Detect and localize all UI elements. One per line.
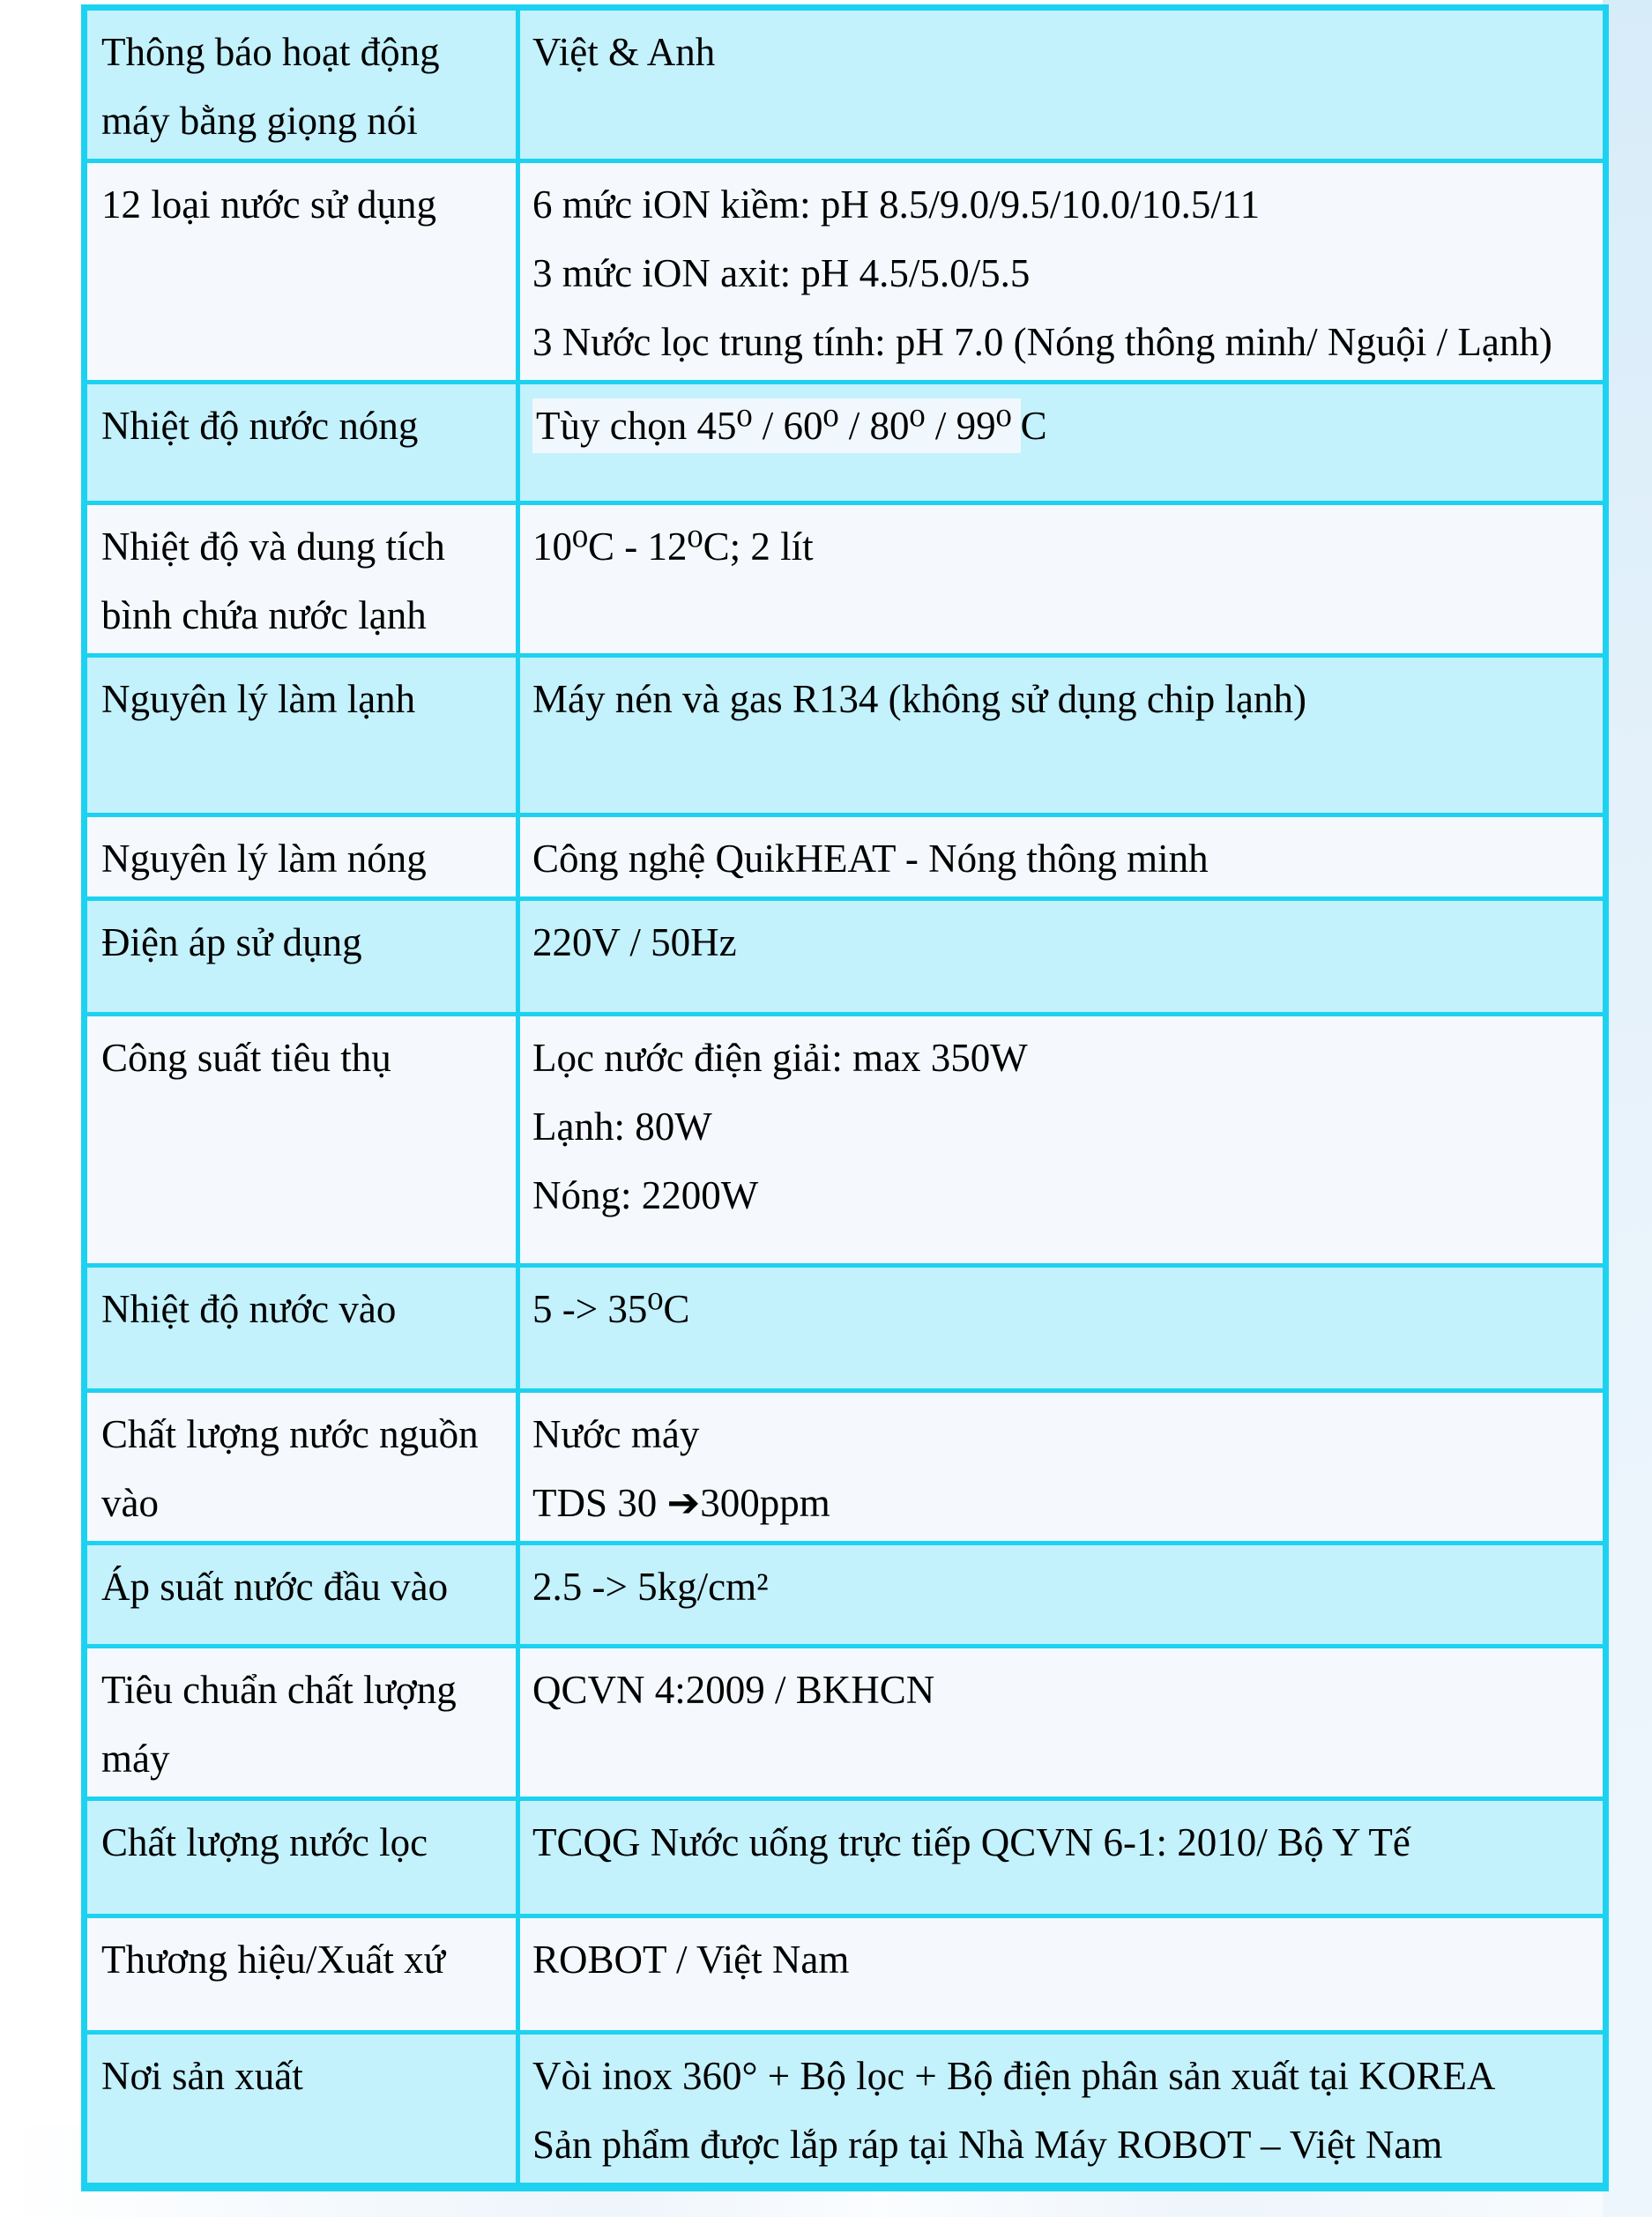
spec-label-cell (85, 1799, 518, 1916)
spec-value-line: 3 Nước lọc trung tính: pH 7.0 (Nóng thông minh/ Nguội / Lạnh) (532, 320, 1552, 364)
spec-label-line: Thương hiệu/Xuất xứ (101, 1938, 446, 1982)
spec-label-cell (85, 815, 518, 899)
spec-label-line: Tiêu chuẩn chất lượng (101, 1668, 457, 1712)
spec-label-cell (85, 1647, 518, 1799)
spec-label-cell (85, 1916, 518, 2033)
spec-label-line: Nơi sản xuất (101, 2054, 303, 2098)
spec-label-cell (85, 1391, 518, 1544)
spec-label-line: máy (101, 1737, 170, 1781)
spec-label-line: 12 loại nước sử dụng (101, 182, 437, 227)
spec-label-cell (85, 899, 518, 1015)
table-row (85, 8, 1606, 161)
spec-label-line: Áp suất nước đầu vào (101, 1565, 449, 1609)
spec-label-line: Điện áp sử dụng (101, 920, 362, 964)
spec-value-line: Lạnh: 80W (532, 1105, 712, 1149)
spec-label-line: bình chứa nước lạnh (101, 593, 427, 637)
spec-value-cell (518, 1916, 1606, 2033)
spec-label-line: Nguyên lý làm nóng (101, 837, 427, 881)
spec-value-cell (518, 1015, 1606, 1266)
spec-value-cell (518, 383, 1606, 503)
table-row (85, 1916, 1606, 2033)
table-row (85, 1015, 1606, 1266)
spec-label-line: máy bằng giọng nói (101, 99, 418, 143)
spec-value-line: TCQG Nước uống trực tiếp QCVN 6-1: 2010/ Bộ Y Tế (532, 1820, 1410, 1864)
spec-label-line: Nhiệt độ nước vào (101, 1287, 397, 1331)
spec-value-cell (518, 1544, 1606, 1647)
table-row (85, 1544, 1606, 1647)
spec-value-cell (518, 656, 1606, 815)
spec-label-line: Thông báo hoạt động (101, 30, 440, 74)
spec-value-cell (518, 1647, 1606, 1799)
spec-value-line: 3 mức iON axit: pH 4.5/5.0/5.5 (532, 251, 1031, 295)
spec-value-cell (518, 2033, 1606, 2188)
spec-label-cell (85, 161, 518, 383)
spec-label-line: Nguyên lý làm lạnh (101, 677, 416, 721)
spec-value-line: Vòi inox 360° + Bộ lọc + Bộ điện phân sản xuất tại KOREA (532, 2054, 1496, 2098)
table-row (85, 503, 1606, 656)
spec-value-line: 220V / 50Hz (532, 920, 737, 964)
spec-value-cell (518, 815, 1606, 899)
table-row (85, 1799, 1606, 1916)
spec-label-cell (85, 1015, 518, 1266)
table-row (85, 1391, 1606, 1544)
spec-label-line: Nhiệt độ nước nóng (101, 404, 419, 448)
table-row (85, 2033, 1606, 2188)
table-row (85, 899, 1606, 1015)
table-row (85, 161, 1606, 383)
spec-value-line: Công nghệ QuikHEAT - Nóng thông minh (532, 837, 1209, 881)
spec-value-line (532, 391, 1594, 460)
spec-label-line: Chất lượng nước nguồn (101, 1412, 479, 1456)
spec-label-line: Công suất tiêu thụ (101, 1036, 391, 1080)
spec-value-line: Nước máy (532, 1412, 700, 1456)
spec-label-cell (85, 8, 518, 161)
table-row (85, 1266, 1606, 1391)
spec-value-line: Sản phẩm được lắp ráp tại Nhà Máy ROBOT – Việt Nam (532, 2123, 1443, 2167)
spec-label-cell (85, 1544, 518, 1647)
table-row (85, 656, 1606, 815)
page-right-gradient (1603, 0, 1652, 2217)
spec-value-line: 10⁰C - 12⁰C; 2 lít (532, 524, 814, 569)
spec-value-cell (518, 503, 1606, 656)
spec-label-line: vào (101, 1481, 159, 1525)
spec-label-cell (85, 656, 518, 815)
spec-value-line: Lọc nước điện giải: max 350W (532, 1036, 1028, 1080)
table-row (85, 1647, 1606, 1799)
spec-label-cell (85, 383, 518, 503)
spec-value-cell (518, 1266, 1606, 1391)
spec-value-cell (518, 1391, 1606, 1544)
spec-value-cell (518, 899, 1606, 1015)
spec-value-cell (518, 8, 1606, 161)
spec-value-line: Nóng: 2200W (532, 1173, 759, 1217)
spec-value-line: Máy nén và gas R134 (không sử dụng chip lạnh) (532, 677, 1307, 721)
spec-value-line: 6 mức iON kiềm: pH 8.5/9.0/9.5/10.0/10.5/11 (532, 182, 1261, 227)
spec-table (81, 4, 1609, 2191)
highlighted-text: Tùy chọn 45⁰ / 60⁰ / 80⁰ / 99⁰ (532, 398, 1021, 453)
spec-label-line: Nhiệt độ và dung tích (101, 524, 445, 569)
spec-value-line: Việt & Anh (532, 30, 716, 74)
spec-value-line: TDS 30 ➔300ppm (532, 1481, 830, 1525)
spec-value-tail: C (1020, 404, 1047, 448)
spec-value-line: ROBOT / Việt Nam (532, 1938, 850, 1982)
spec-value-cell (518, 161, 1606, 383)
spec-label-cell (85, 2033, 518, 2188)
spec-label-line: Chất lượng nước lọc (101, 1820, 428, 1864)
spec-label-cell (85, 503, 518, 656)
spec-value-line: QCVN 4:2009 / BKHCN (532, 1668, 935, 1712)
spec-value-line: 2.5 -> 5kg/cm² (532, 1565, 769, 1609)
spec-value-cell (518, 1799, 1606, 1916)
spec-label-cell (85, 1266, 518, 1391)
table-row (85, 383, 1606, 503)
spec-value-line: 5 -> 35⁰C (532, 1287, 690, 1331)
table-row (85, 815, 1606, 899)
